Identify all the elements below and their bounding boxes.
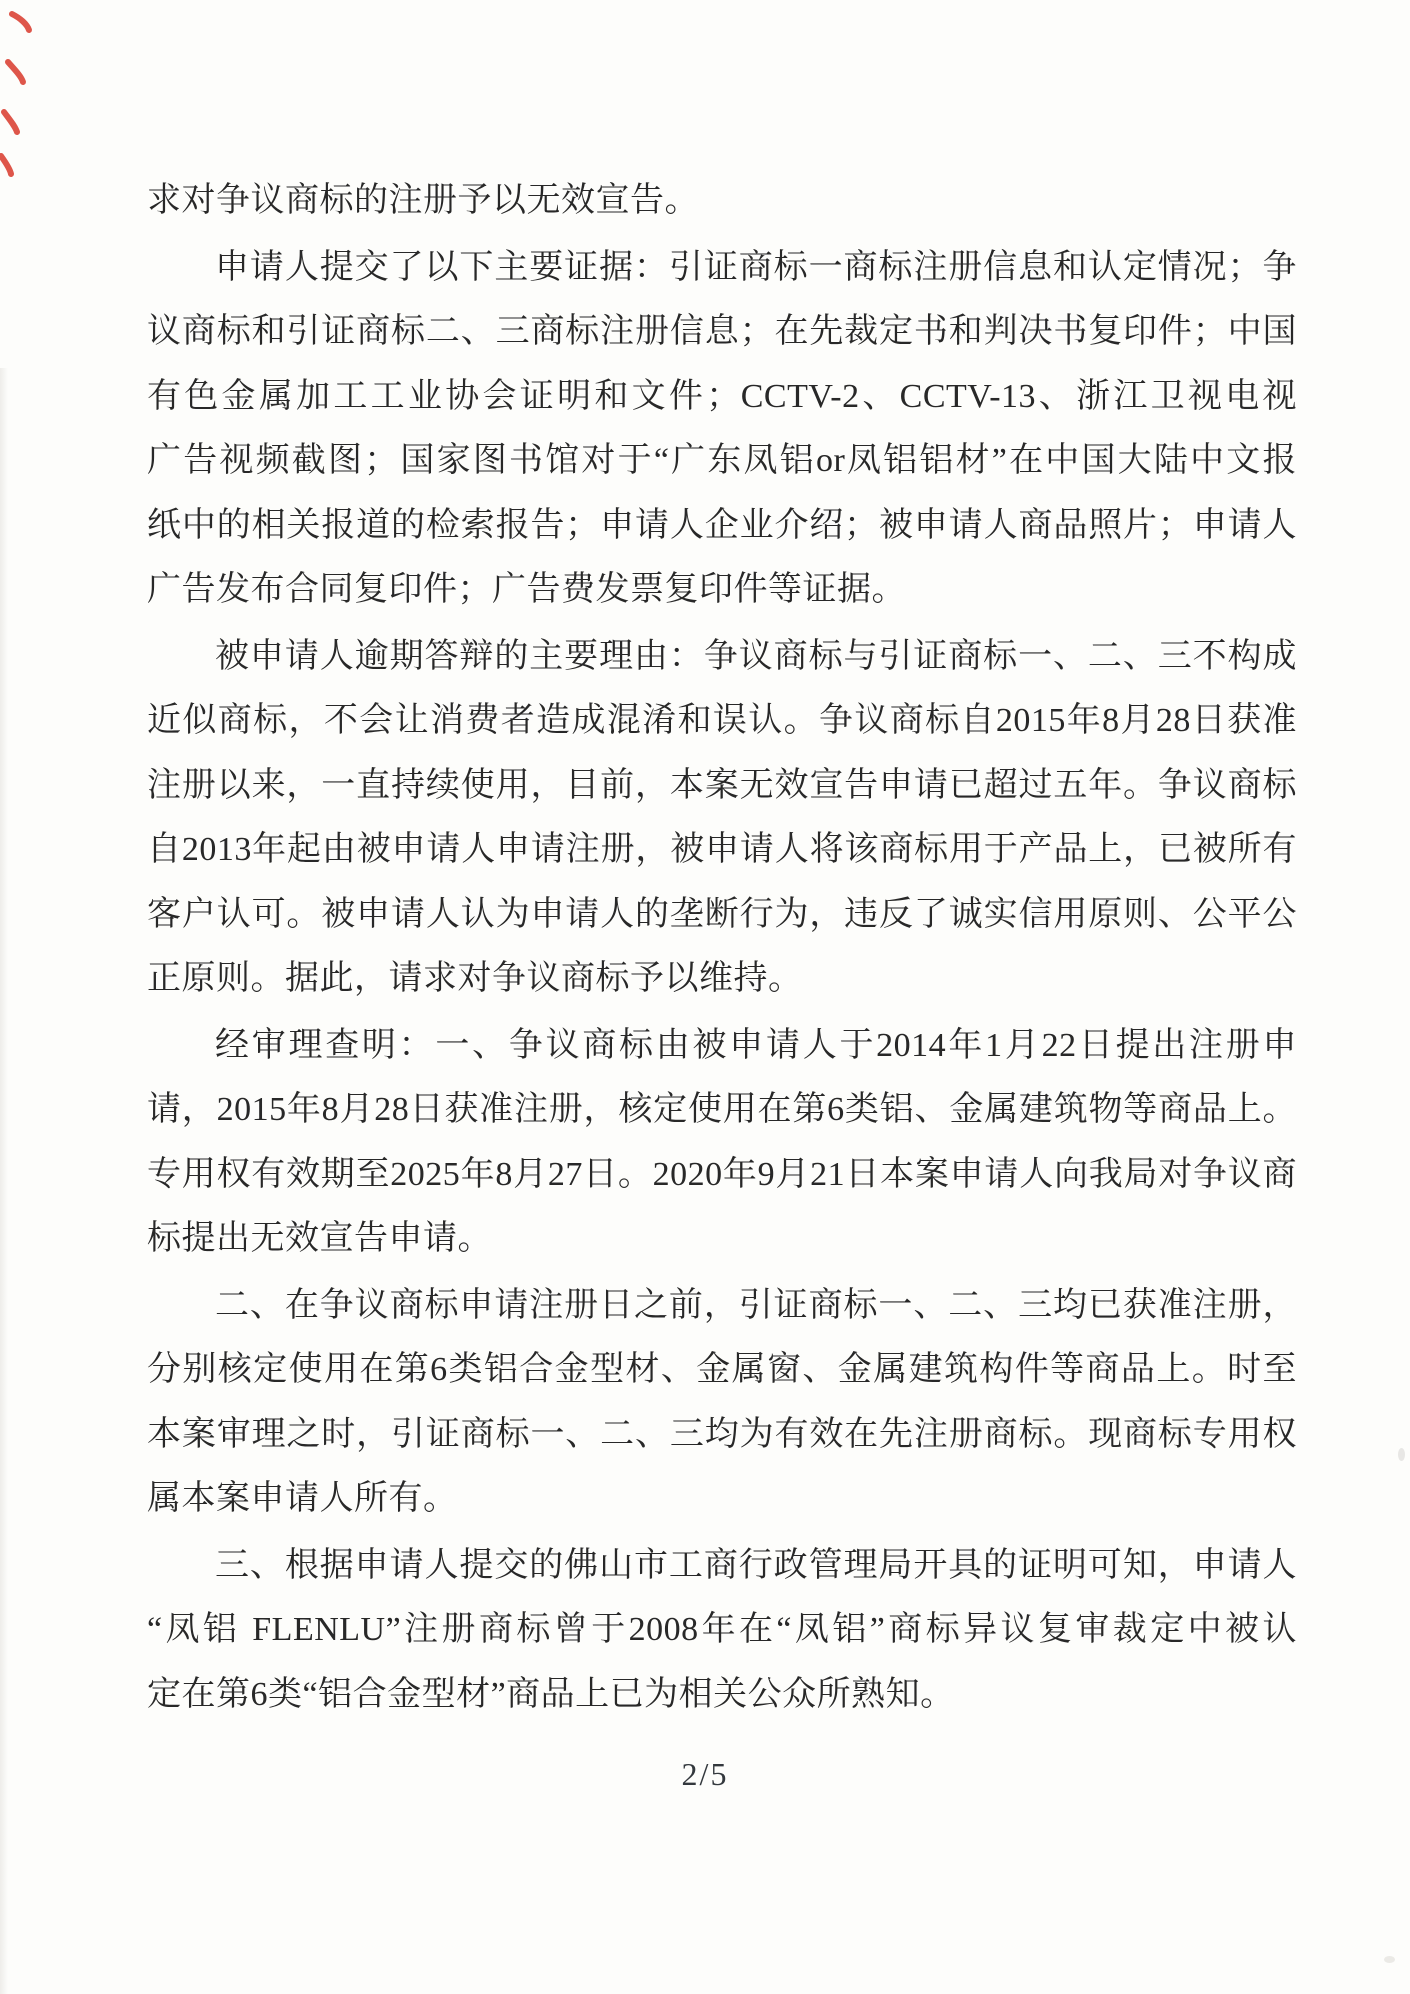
text-line: 注册以来，一直持续使用，目前，本案无效宣告申请已超过五年。争议商标 — [147, 766, 1297, 804]
paragraph — [147, 169, 1297, 234]
text-line: 分别核定使用在第6类铝合金型材、金属窗、金属建筑构件等商品上。时至 — [147, 1351, 1297, 1388]
paragraph — [147, 625, 1297, 1012]
text-line: 自2013年起由被申请人申请注册，被申请人将该商标用于产品上，已被所有 — [147, 831, 1297, 868]
scan-artifact — [1384, 1956, 1395, 1963]
text-line: 纸中的相关报道的检索报告；申请人企业介绍；被申请人商品照片；申请人 — [147, 506, 1297, 544]
paragraph — [147, 1534, 1297, 1728]
text-line: 三、根据申请人提交的佛山市工商行政管理局开具的证明可知，申请人 — [215, 1546, 1297, 1584]
paragraph — [147, 236, 1297, 623]
text-line: 有色金属加工工业协会证明和文件；CCTV-2、CCTV-13、浙江卫视电视 — [147, 377, 1297, 415]
text-line: 客户认可。被申请人认为申请人的垄断行为，违反了诚实信用原则、公平公 — [147, 895, 1297, 933]
text-line: 议商标和引证商标二、三商标注册信息；在先裁定书和判决书复印件；中国 — [147, 313, 1297, 350]
text-line: 标提出无效宣告申请。 — [147, 1220, 492, 1257]
text-line: 广告视频截图；国家图书馆对于“广东凤铝or凤铝铝材”在中国大陆中文报 — [147, 442, 1297, 479]
text-line: 申请人提交了以下主要证据：引证商标一商标注册信息和认定情况；争 — [215, 248, 1297, 286]
text-block — [147, 169, 1297, 1729]
page-footer — [0, 1756, 1410, 1793]
text-line: 二、在争议商标申请注册日之前，引证商标一、二、三均已获准注册， — [215, 1286, 1297, 1324]
text-line: 专用权有效期至2025年8月27日。2020年9月21日本案申请人向我局对争议商 — [147, 1155, 1297, 1193]
scan-artifact — [1398, 1448, 1405, 1461]
paragraph — [147, 1274, 1297, 1532]
text-line: 经审理查明：一、争议商标由被申请人于2014年1月22日提出注册申 — [215, 1026, 1297, 1064]
text-line: 属本案申请人所有。 — [147, 1480, 458, 1517]
paragraph — [147, 1014, 1297, 1272]
text-line: 本案审理之时，引证商标一、二、三均为有效在先注册商标。现商标专用权 — [147, 1415, 1297, 1453]
text-line: “凤铝 FLENLU”注册商标曾于2008年在“凤铝”商标异议复审裁定中被认 — [147, 1611, 1297, 1648]
scan-edge-shadow — [0, 368, 8, 1994]
text-line: 近似商标，不会让消费者造成混淆和误认。争议商标自2015年8月28日获准 — [147, 702, 1297, 739]
page-number: 2/5 — [681, 1756, 729, 1792]
text-line: 定在第6类“铝合金型材”商品上已为相关公众所熟知。 — [147, 1675, 955, 1713]
text-line: 求对争议商标的注册予以无效宣告。 — [147, 182, 699, 219]
text-line: 广告发布合同复印件；广告费发票复印件等证据。 — [147, 571, 906, 608]
red-ink-marks — [0, 4, 40, 184]
text-line: 请，2015年8月28日获准注册，核定使用在第6类铝、金属建筑物等商品上。 — [147, 1091, 1297, 1128]
text-line: 被申请人逾期答辩的主要理由：争议商标与引证商标一、二、三不构成 — [215, 637, 1297, 675]
text-line: 正原则。据此，请求对争议商标予以维持。 — [147, 960, 803, 997]
